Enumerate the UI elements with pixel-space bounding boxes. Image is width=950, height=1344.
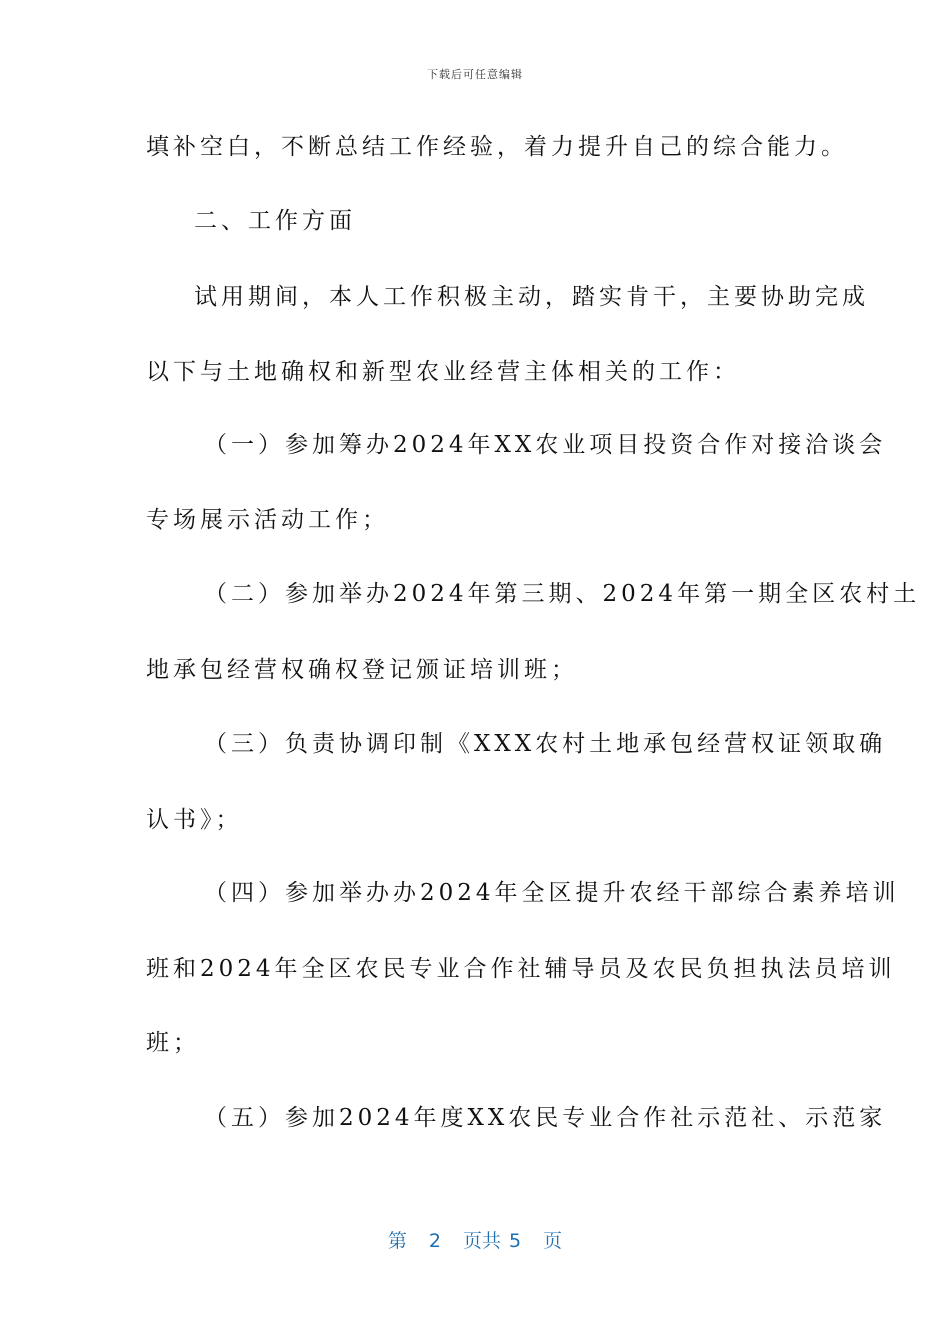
list-item-line: 地承包经营权确权登记颁证培训班；: [146, 657, 578, 683]
footer-current-page: 2: [428, 1230, 441, 1252]
list-item-line: （五）参加2024年度XX农民专业合作社示范社、示范家: [204, 1105, 887, 1131]
list-item-line: （四）参加举办办2024年全区提升农经干部综合素养培训: [204, 880, 900, 906]
footer-label-total: 页共: [462, 1230, 501, 1252]
list-item-line: （三）负责协调印制《XXX农村土地承包经营权证领取确: [204, 731, 887, 757]
list-item-line: 班；: [146, 1030, 200, 1056]
list-item-line: 专场展示活动工作；: [146, 507, 389, 533]
footer-label-page: 第: [387, 1230, 407, 1252]
paragraph-line: 试用期间，本人工作积极主动，踏实肯干，主要协助完成: [194, 284, 869, 310]
list-item-line: 认书》；: [146, 807, 243, 833]
list-item-line: 班和2024年全区农民专业合作社辅导员及农民负担执法员培训: [146, 956, 896, 982]
list-item-line: （二）参加举办2024年第三期、2024年第一期全区农村土: [204, 581, 921, 607]
section-heading: 二、工作方面: [194, 208, 356, 234]
paragraph-line: 以下与土地确权和新型农业经营主体相关的工作：: [146, 359, 740, 385]
paragraph-line: 填补空白，不断总结工作经验，着力提升自己的综合能力。: [146, 134, 848, 160]
footer-label-end: 页: [543, 1230, 563, 1252]
list-item-line: （一）参加筹办2024年XX农业项目投资合作对接洽谈会: [204, 432, 887, 458]
page-footer: [0, 1226, 950, 1253]
header-note: 下载后可任意编辑: [427, 68, 523, 81]
footer-total-pages: 5: [509, 1230, 522, 1252]
